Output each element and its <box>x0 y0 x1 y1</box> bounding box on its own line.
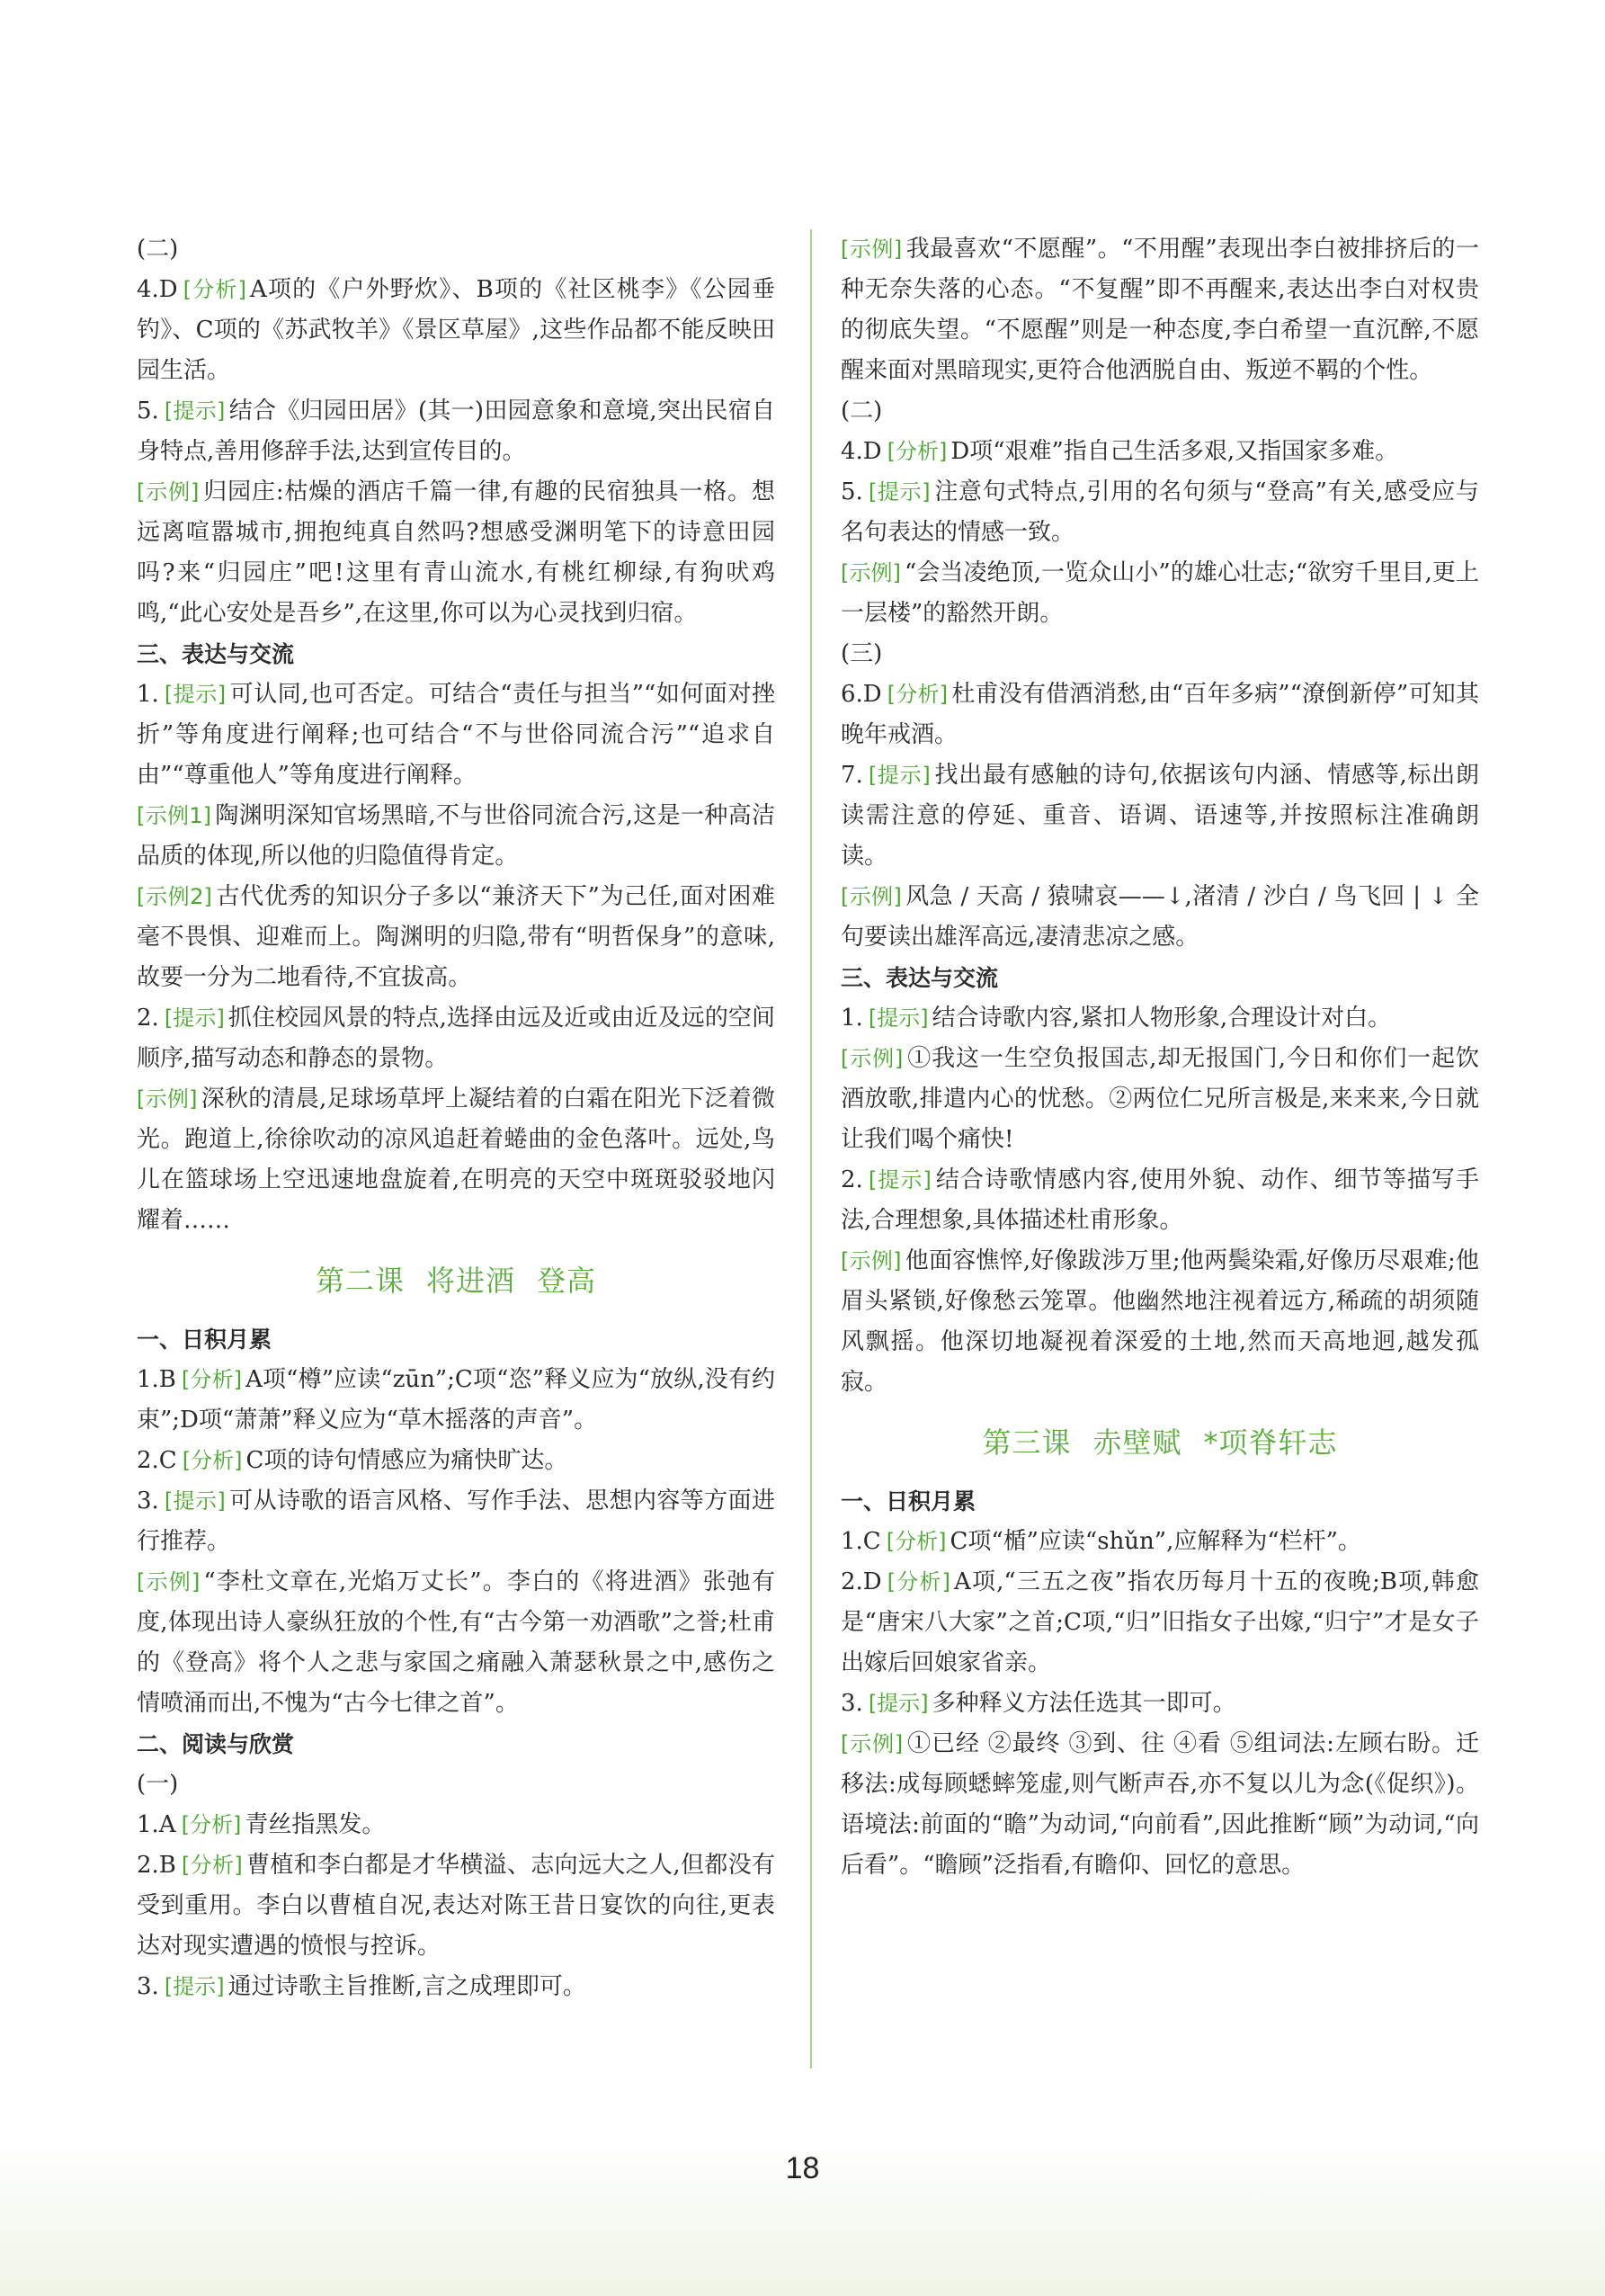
answer-text: 风急 / 天高 / 猿啸哀——↓,渚清 / 沙白 / 鸟飞回 | ↓ 全句要读出雄浑高远,凄清悲凉之感。 <box>841 883 1480 951</box>
page-number: 18 <box>785 2151 820 2185</box>
answer-item <box>137 877 775 998</box>
answer-tag: [ 示例 ] <box>841 884 902 909</box>
answer-tag: [ 分析 ] <box>887 1569 950 1595</box>
answer-text: ①已经 ②最终 ③到、往 ④看 ⑤组词法:左顾右盼。迁移法:成每顾蟋蟀笼虚,则气断声吞,亦不复以儿为念(《促织》)。语境法:前面的“瞻”为动词,“向前看”,因此推断“顾”为动词,“向后看”。“瞻顾”泛指看,有瞻仰、回忆的意思。 <box>841 1730 1479 1879</box>
answer-number: 4.D <box>137 276 178 303</box>
answer-item <box>137 1845 775 1967</box>
answer-text: 注意句式特点,引用的名句须与“登高”有关,感受应与名句表达的情感一致。 <box>841 478 1479 546</box>
section-heading: 三、表达与交流 <box>137 641 295 667</box>
answer-item <box>137 1805 775 1845</box>
lesson-title-part: 赤壁赋 <box>1092 1425 1182 1460</box>
answer-item <box>841 675 1479 755</box>
answer-number: 3. <box>137 1973 159 2000</box>
answer-item <box>841 1039 1479 1160</box>
section-heading: 二、阅读与欣赏 <box>137 1731 295 1757</box>
answer-text: 结合诗歌内容,紧扣人物形象,合理设计对白。 <box>932 1005 1392 1032</box>
answer-item <box>137 1967 775 2007</box>
answer-tag: [ 分析 ] <box>182 1812 242 1837</box>
answer-number: 2.D <box>841 1568 882 1595</box>
answer-text: 陶渊明深知官场黑暗,不与世俗同流合污,这是一种高洁品质的体现,所以他的归隐值得肯定。 <box>137 802 775 870</box>
lesson-title-part: 第三课 <box>982 1425 1072 1460</box>
answer-item <box>841 877 1479 958</box>
answer-tag: [ 示例 ] <box>137 1569 200 1595</box>
answer-number: 2. <box>841 1166 863 1193</box>
answer-tag: [ 分析 ] <box>887 439 948 464</box>
answer-tag: [ 提示 ] <box>165 682 226 707</box>
left-column <box>137 229 775 2007</box>
lesson-title-part: *项脊轩志 <box>1203 1425 1338 1460</box>
answer-item <box>137 1562 775 1724</box>
answer-number: 2. <box>137 1005 159 1032</box>
answer-tag: [ 提示 ] <box>869 1691 929 1716</box>
answer-number: 2.C <box>137 1447 177 1474</box>
answer-tag: [ 提示 ] <box>165 1974 225 1999</box>
answer-text: 结合《归园田居》(其一)田园意象和意境,突出民宿自身特点,善用修辞手法,达到宣传目的。 <box>137 398 775 465</box>
answer-tag: [ 提示 ] <box>869 763 931 788</box>
section-heading: 一、日积月累 <box>841 1488 976 1514</box>
answer-number: 1. <box>137 681 159 708</box>
answer-tag: [ 示例 ] <box>841 1046 903 1071</box>
answer-tag: [ 提示 ] <box>165 1005 225 1031</box>
answer-item <box>137 1481 775 1562</box>
answer-tag: [ 分析 ] <box>183 277 246 302</box>
answer-text: 归园庄:枯燥的酒店千篇一律,有趣的民宿独具一格。想远离喧嚣城市,拥抱纯真自然吗?想感受渊明笔下的诗意田园吗?来“归园庄”吧!这里有青山流水,有桃红柳绿,有狗吠鸡鸣,“此心安处是吾乡”,在这里,你可以为心灵找到归宿。 <box>137 478 776 627</box>
section-heading: 三、表达与交流 <box>841 965 999 991</box>
answer-tag: [ 示例1 ] <box>137 803 211 828</box>
lesson-title-part: 第二课 <box>315 1264 405 1298</box>
answer-text: 抓住校园风景的特点,选择由远及近或由近及远的空间顺序,描写动态和静态的景物。 <box>137 1005 776 1072</box>
answer-number: 6.D <box>841 681 882 708</box>
answer-text: 曹植和李白都是才华横溢、志向远大之人,但都没有受到重用。李白以曹植自况,表达对陈王昔日宴饮的向往,更表达对现实遭遇的愤恨与控诉。 <box>137 1852 776 1960</box>
answer-item <box>841 472 1479 553</box>
answer-tag: [ 提示 ] <box>165 398 226 424</box>
lesson-title-part: 将进酒 <box>425 1264 515 1298</box>
answer-text: 我最喜欢“不愿醒”。“不用醒”表现出李白被排挤后的一种无奈失落的心态。“不复醒”即不再醒来,表达出李白对权贵的彻底失望。“不愿醒”则是一种态度,李白希望一直沉醉,不愿醒来面对黑暗现实,更符合他洒脱自由、叛逆不羁的个性。 <box>841 236 1480 384</box>
answer-text: 青丝指黑发。 <box>245 1811 386 1838</box>
subsection-label: (一) <box>137 1771 179 1798</box>
answer-text: C项的诗句情感应为痛快旷达。 <box>245 1447 568 1474</box>
answer-number: 3. <box>841 1690 863 1717</box>
answer-tag: [ 示例2 ] <box>137 884 212 909</box>
answer-number: 1. <box>841 1005 863 1032</box>
answer-text: 杜甫没有借酒消愁,由“百年多病”“潦倒新停”可知其晚年戒酒。 <box>841 681 1479 748</box>
answer-item <box>841 1160 1479 1241</box>
subsection-label: (二) <box>841 398 883 424</box>
answer-text: A项,“三五之夜”指农历每月十五的夜晚;B项,韩愈是“唐宋八大家”之首;C项,“归”旧指女子出嫁,“归宁”才是女子出嫁后回娘家省亲。 <box>841 1568 1480 1676</box>
answer-text: 古代优秀的知识分子多以“兼济天下”为己任,面对困难毫不畏惧、迎难而上。陶渊明的归隐,带有“明哲保身”的意味,故要一分为二地看待,不宜拔高。 <box>137 883 775 991</box>
answer-item <box>137 675 775 796</box>
answer-text: 找出最有感触的诗句,依据该句内涵、情感等,标出朗读需注意的停延、重音、语调、语速等,并按照标注准确朗读。 <box>841 762 1480 870</box>
answer-tag: [ 分析 ] <box>182 1853 243 1878</box>
answer-number: 1.B <box>137 1366 176 1393</box>
answer-tag: [ 示例 ] <box>841 1731 903 1756</box>
answer-tag: [ 提示 ] <box>869 1167 932 1193</box>
answer-text: 可认同,也可否定。可结合“责任与担当”“如何面对挫折”等角度进行阐释;也可结合“不与世俗同流合污”“追求自由”“尊重他人”等角度进行阐释。 <box>137 681 775 789</box>
answer-tag: [ 示例 ] <box>137 1086 198 1112</box>
answer-text: A项“樽”应读“zūn”;C项“恣”释义应为“放纵,没有约束”;D项“萧萧”释义应为“草木摇落的声音”。 <box>137 1366 776 1434</box>
answer-number: 3. <box>137 1487 159 1514</box>
answer-text: 多种释义方法任选其一即可。 <box>932 1690 1236 1717</box>
lesson-title <box>841 1423 1479 1463</box>
answer-tag: [ 分析 ] <box>182 1367 242 1392</box>
answer-tag: [ 分析 ] <box>183 1448 243 1473</box>
answer-item <box>841 755 1479 877</box>
answer-item <box>841 998 1479 1039</box>
answer-tag: [ 示例 ] <box>137 479 199 505</box>
section-heading: 一、日积月累 <box>137 1327 272 1353</box>
answer-item <box>841 1522 1479 1562</box>
answer-item <box>841 1562 1479 1684</box>
answer-item <box>137 391 775 472</box>
right-column <box>841 229 1479 1886</box>
answer-item <box>137 998 775 1079</box>
answer-tag: [ 提示 ] <box>869 479 931 505</box>
answer-number: 2.B <box>137 1852 176 1879</box>
lesson-title-part: 登高 <box>537 1264 597 1298</box>
answer-text: 深秋的清晨,足球场草坪上凝结着的白霜在阳光下泛着微光。跑道上,徐徐吹动的凉风追赶着蜷曲的金色落叶。远处,鸟儿在篮球场上空迅速地盘旋着,在明亮的天空中斑斑驳驳地闪耀着…… <box>137 1085 776 1234</box>
answer-item <box>137 270 775 391</box>
answer-text: 可从诗歌的语言风格、写作手法、思想内容等方面进行推荐。 <box>137 1487 775 1555</box>
answer-item <box>137 472 775 634</box>
subsection-label: (三) <box>841 640 883 667</box>
column-divider <box>810 229 812 2068</box>
answer-tag: [ 分析 ] <box>887 682 948 707</box>
answer-item <box>841 1241 1479 1403</box>
answer-number: 5. <box>841 478 863 505</box>
answer-number: 1.A <box>137 1811 176 1838</box>
answer-tag: [ 示例 ] <box>841 560 901 585</box>
answer-number: 1.C <box>841 1528 881 1555</box>
answer-text: “李杜文章在,光焰万丈长”。李白的《将进酒》张弛有度,体现出诗人豪纵狂放的个性,有“古今第一劝酒歌”之誉;杜甫的《登高》将个人之悲与家国之痛融入萧瑟秋景之中,感伤之情喷涌而出,不愧为“古今七律之首”。 <box>137 1568 776 1717</box>
answer-number: 4.D <box>841 438 882 465</box>
answer-tag: [ 示例 ] <box>841 237 902 262</box>
lesson-title <box>137 1261 775 1301</box>
subsection-label: (二) <box>137 236 179 263</box>
answer-text: 结合诗歌情感内容,使用外貌、动作、细节等描写手法,合理想象,具体描述杜甫形象。 <box>841 1166 1480 1234</box>
answer-item <box>841 1724 1479 1886</box>
answer-item <box>137 1441 775 1481</box>
answer-text: C项“楯”应读“shǔn”,应解释为“栏杆”。 <box>950 1528 1361 1555</box>
answer-item <box>841 432 1479 472</box>
answer-tag: [ 示例 ] <box>841 1248 901 1273</box>
answer-text: 通过诗歌主旨推断,言之成理即可。 <box>227 1973 586 2000</box>
answer-text: D项“艰难”指自己生活多艰,又指国家多难。 <box>950 438 1399 465</box>
answer-tag: [ 提示 ] <box>869 1005 929 1031</box>
answer-item <box>137 1360 775 1441</box>
answer-item <box>841 1684 1479 1724</box>
answer-tag: [ 提示 ] <box>165 1488 226 1514</box>
answer-item <box>137 1079 775 1241</box>
answer-number: 5. <box>137 398 159 424</box>
answer-item <box>137 796 775 877</box>
answer-number: 7. <box>841 762 863 789</box>
answer-text: “会当凌绝顶,一览众山小”的雄心壮志;“欲穷千里目,更上一层楼”的豁然开朗。 <box>841 559 1479 627</box>
answer-text: A项的《户外野炊》、B项的《社区桃李》《公园垂钓》、C项的《苏武牧羊》《景区草屋》,这些作品都不能反映田园生活。 <box>137 276 776 384</box>
answer-item <box>841 553 1479 634</box>
answer-text: 他面容憔悴,好像跋涉万里;他两鬓染霜,好像历尽艰难;他眉头紧锁,好像愁云笼罩。他幽然地注视着远方,稀疏的胡须随风飘摇。他深切地凝视着深爱的土地,然而天高地迥,越发孤寂。 <box>841 1247 1479 1396</box>
answer-text: ①我这一生空负报国志,却无报国门,今日和你们一起饮酒放歌,排遣内心的忧愁。②两位仁兄所言极是,来来来,今日就让我们喝个痛快! <box>841 1045 1480 1153</box>
answer-tag: [ 分析 ] <box>887 1529 947 1554</box>
answer-item <box>841 229 1479 391</box>
